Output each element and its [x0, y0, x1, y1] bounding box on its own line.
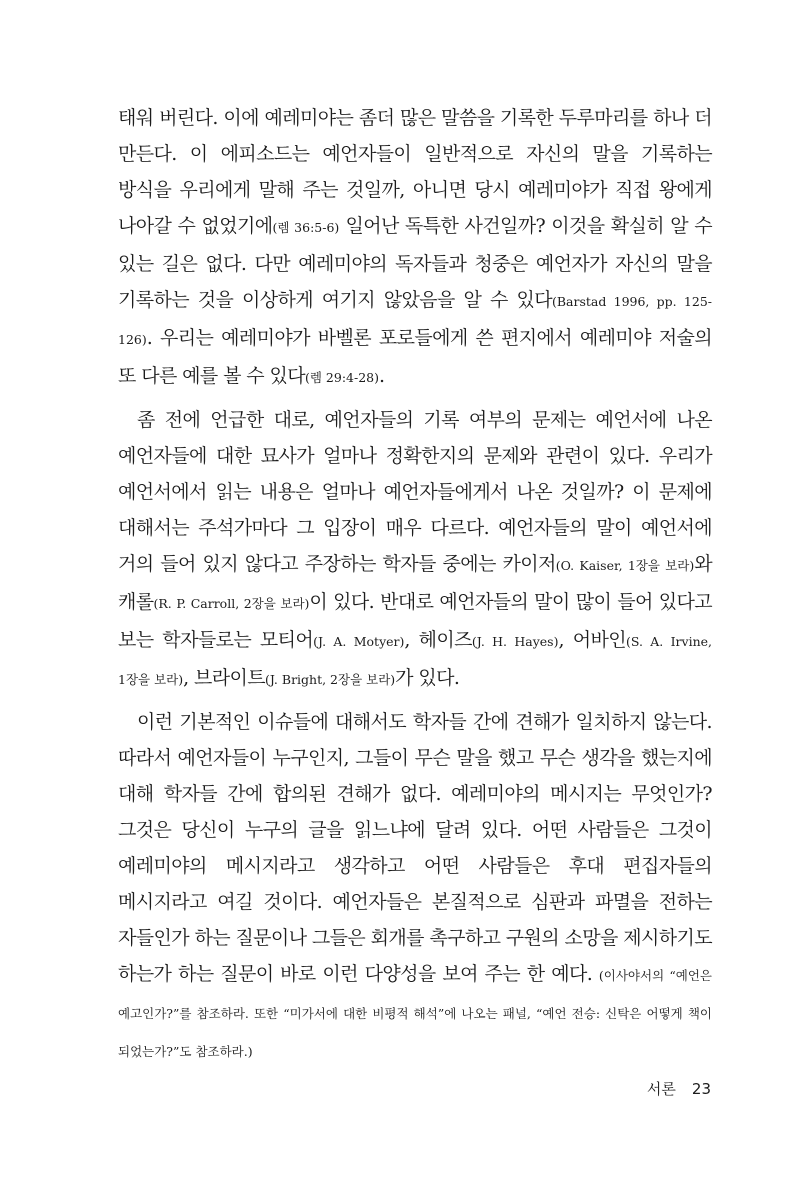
body-text: . 우리는 예레미야가 바벨론 포로들에게 쓴 편지에서 예레미야 저술의 또 다른 예를 볼 수 있다: [118, 327, 712, 387]
page-body: [118, 100, 712, 1070]
running-section-title: 서론: [646, 1080, 676, 1098]
body-text: , 헤이즈: [404, 629, 472, 651]
paragraph-2: [118, 402, 712, 698]
page-footer: [647, 1078, 711, 1099]
body-text: .: [379, 365, 385, 387]
paragraph-3: [118, 704, 712, 1070]
body-text: , 브라이트: [183, 667, 266, 689]
citation-text: (J. A. Motyer): [313, 634, 405, 649]
body-text: 일어난 독특한 사건일까? 이것을 확실히 알 수 있는 길은 없다. 다만 예레미야의 독자들과 청중은 예언자가 자신의 말을 기록하는 것을 이상하게 여기지 않았음을 알 수 있다: [118, 215, 712, 311]
citation-text: (Barstad 1996, pp. 125-126): [118, 294, 712, 347]
citation-text: (렘 29:4-28): [304, 370, 379, 385]
body-text: 이 있다. 반대로 예언자들의 말이 많이 들어 있다고 보는 학자들로는 모티어: [118, 591, 712, 651]
body-text: 태워 버린다. 이에 예레미야는 좀더 많은 말씀을 기록한 두루마리를 하나 더 만든다. 이 에피소드는 예언자들이 일반적으로 자신의 말을 기록하는 방식을 우리에게 말해 주는 것일까, 아니면 당시 예레미야가 직접 왕에게 나아갈 수 없었기에: [118, 107, 712, 237]
citation-text: (S. A. Irvine, 1장을 보라): [118, 634, 713, 687]
citation-text: (J. Bright, 2장을 보라): [265, 672, 396, 687]
citation-text: (J. H. Hayes): [471, 634, 559, 649]
body-text: 이런 기본적인 이슈들에 대해서도 학자들 간에 견해가 일치하지 않는다. 따라서 예언자들이 누구인지, 그들이 무슨 말을 했고 무슨 생각을 했는지에 대해 학자들 간에 합의된 견해가 없다. 예레미야의 메시지는 무엇인가? 그것은 당신이 누구의 글을 읽느냐에 달려 있다. 어떤 사람들은 그것이 예레미야의 메시지라고 생각하고 어떤 사람들은 후대 편집자들의 메시지라고 여길 것이다. 예언자들은 본질적으로 심판과 파멸을 전하는 자들인가 하는 질문이나 그들은 회개를 촉구하고 구원의 소망을 제시하기도 하는가 하는 질문이 바로 이런 다양성을 보여 주는 한 예다.: [118, 711, 712, 985]
body-text: 좀 전에 언급한 대로, 예언자들의 기록 여부의 문제는 예언서에 나온 예언자들에 대한 묘사가 얼마나 정확한지의 문제와 관련이 있다. 우리가 예언서에서 읽는 내용은 얼마나 예언자들에게서 나온 것일까? 이 문제에 대해서는 주석가마다 그 입장이 매우 다르다. 예언자들의 말이 예언서에 거의 들어 있지 않다고 주장하는 학자들 중에는 카이저: [118, 409, 712, 575]
body-text: 가 있다.: [395, 667, 460, 689]
citation-text: (이사야서의 “예언은 예고인가?”를 참조하라. 또한 “미가서에 대한 비평적 해석”에 나오는 패널, “예언 전승: 신탁은 어떻게 책이 되었는가?”도 참조하라.): [118, 968, 713, 1059]
citation-text: (O. Kaiser, 1장을 보라): [555, 558, 695, 573]
paragraph-1: [118, 100, 712, 396]
body-text: , 어바인: [558, 629, 626, 651]
citation-text: (렘 36:5-6): [272, 220, 340, 235]
body-text: 와 캐롤: [118, 553, 712, 613]
page-number: 23: [691, 1080, 711, 1098]
citation-text: (R. P. Carroll, 2장을 보라): [153, 596, 310, 611]
